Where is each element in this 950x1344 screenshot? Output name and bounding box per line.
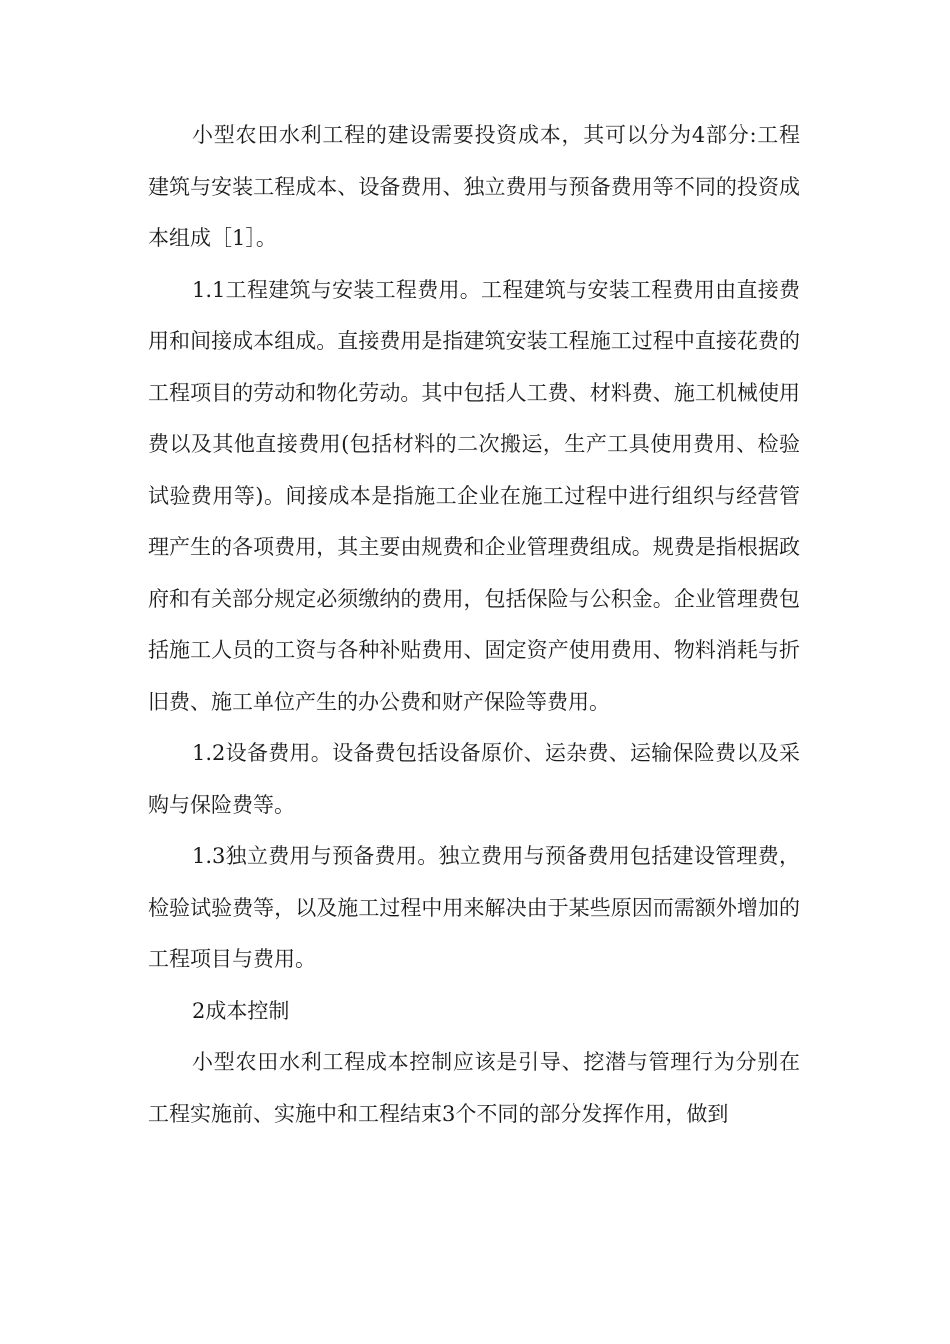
paragraph-independent-costs: 1.3独立费用与预备费用。独立费用与预备费用包括建设管理费，检验试验费等，以及施工过程中用来解决由于某些原因而需额外增加的工程项目与费用。 — [148, 844, 800, 971]
paragraph-construction-costs: 1.1工程建筑与安装工程费用。工程建筑与安装工程费用由直接费用和间接成本组成。直接费用是指建筑安装工程施工过程中直接花费的工程项目的劳动和物化劳动。其中包括人工费、材料费、施工机械使用费以及其他直接费用(包括材料的二次搬运，生产工具使用费用、检验试验费用等)。间接成本是指施工企业在施工过程中进行组织与经营管理产生的各项费用，其主要由规费和企业管理费组成。规费是指根据政府和有关部分规定必须缴纳的费用，包括保险与公积金。企业管理费包括施工人员的工资与各种补贴费用、固定资产使用费用、物料消耗与折旧费、施工单位产生的办公费和财产保险等费用。 — [148, 277, 800, 714]
paragraph-equipment-costs: 1.2设备费用。设备费包括设备原价、运杂费、运输保险费以及采购与保险费等。 — [148, 741, 800, 817]
section-heading: 2成本控制 — [192, 998, 290, 1023]
paragraph-cost-control: 小型农田水利工程成本控制应该是引导、挖潜与管理行为分别在工程实施前、实施中和工程结束3个不同的部分发挥作用，做到 — [148, 1050, 800, 1126]
document-body — [148, 110, 800, 1140]
paragraph-intro: 小型农田水利工程的建设需要投资成本，其可以分为4部分:工程建筑与安装工程成本、设备费用、独立费用与预备费用等不同的投资成本组成［1］。 — [148, 123, 800, 250]
